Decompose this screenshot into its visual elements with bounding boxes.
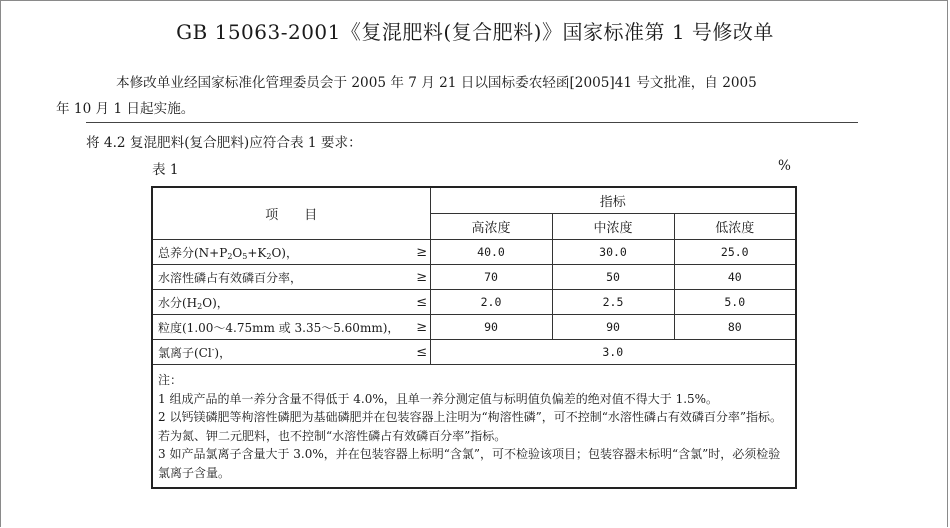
table-caption: 表 1 bbox=[152, 162, 179, 178]
cell-value: 2.0 bbox=[430, 290, 552, 315]
cell-value: 30.0 bbox=[552, 240, 674, 265]
cell-value: 2.5 bbox=[552, 290, 674, 315]
document-title: GB 15063-2001《复混肥料(复合肥料)》国家标准第 1 号修改单 bbox=[176, 20, 774, 44]
row-symbol: ≥ bbox=[414, 265, 430, 290]
row-label-water-soluble-p: 水溶性磷占有效磷百分率， bbox=[152, 265, 414, 290]
table-unit: % bbox=[778, 158, 791, 174]
col-high: 高浓度 bbox=[430, 214, 552, 240]
note-item: 3 如产品氯离子含量大于 3.0%，并在包装容器上标明“含氯”，可不检验该项目；包装容器未标明“含氯”时，必须检验氯离子含量。 bbox=[158, 447, 781, 480]
notes-row bbox=[152, 365, 796, 489]
row-label-granularity: 粒度(1.00～4.75mm 或 3.35～5.60mm)， bbox=[152, 315, 414, 340]
cell-value: 50 bbox=[552, 265, 674, 290]
cell-value: 25.0 bbox=[674, 240, 796, 265]
row-label-chloride: 氯离子(Cl-)， bbox=[152, 340, 414, 365]
notes-cell bbox=[152, 365, 796, 489]
intro-paragraph bbox=[56, 70, 866, 122]
cell-value: 70 bbox=[430, 265, 552, 290]
note-item: 1 组成产品的单一养分含量不得低于 4.0%，且单一养分测定值与标明值负偏差的绝对值不得大于 1.5%。 bbox=[158, 391, 719, 406]
cell-value: 90 bbox=[430, 315, 552, 340]
separator-rule bbox=[86, 122, 858, 123]
intro-line-1: 本修改单业经国家标准化管理委员会于 2005 年 7 月 21 日以国标委农轻函[2005]41 号文批准，自 2005 bbox=[116, 75, 757, 91]
note-item: 2 以钙镁磷肥等枸溶性磷肥为基础磷肥并在包装容器上注明为“枸溶性磷”，可不控制“水溶性磷占有效磷百分率”指标。若为氮、钾二元肥料，也不控制“水溶性磷占有效磷百分率”指标。 bbox=[158, 410, 782, 443]
cell-value: 5.0 bbox=[674, 290, 796, 315]
item-header: 项 目 bbox=[152, 187, 430, 240]
indicator-header: 指标 bbox=[430, 187, 796, 214]
table-row bbox=[152, 340, 796, 365]
table-row bbox=[152, 240, 796, 265]
amendment-line: 将 4.2 复混肥料(复合肥料)应符合表 1 要求： bbox=[86, 135, 362, 151]
table-row bbox=[152, 265, 796, 290]
cell-value: 40.0 bbox=[430, 240, 552, 265]
cell-value: 40 bbox=[674, 265, 796, 290]
table-row bbox=[152, 290, 796, 315]
table-row bbox=[152, 315, 796, 340]
intro-line-2: 年 10 月 1 日起实施。 bbox=[56, 101, 195, 117]
col-low: 低浓度 bbox=[674, 214, 796, 240]
row-symbol: ≤ bbox=[414, 290, 430, 315]
cell-value: 90 bbox=[552, 315, 674, 340]
cell-value: 80 bbox=[674, 315, 796, 340]
col-medium: 中浓度 bbox=[552, 214, 674, 240]
notes-heading: 注： bbox=[158, 373, 183, 387]
header-row-1 bbox=[152, 187, 796, 214]
row-symbol: ≥ bbox=[414, 315, 430, 340]
row-label-total-nutrient: 总养分$(N+P_2O_5+K_2O)$， bbox=[152, 240, 414, 265]
row-label-moisture: 水分$(H_2O)$， bbox=[152, 290, 414, 315]
requirements-table bbox=[151, 186, 797, 489]
row-symbol: ≥ bbox=[414, 240, 430, 265]
cell-value-merged: 3.0 bbox=[430, 340, 796, 365]
row-symbol: ≤ bbox=[414, 340, 430, 365]
